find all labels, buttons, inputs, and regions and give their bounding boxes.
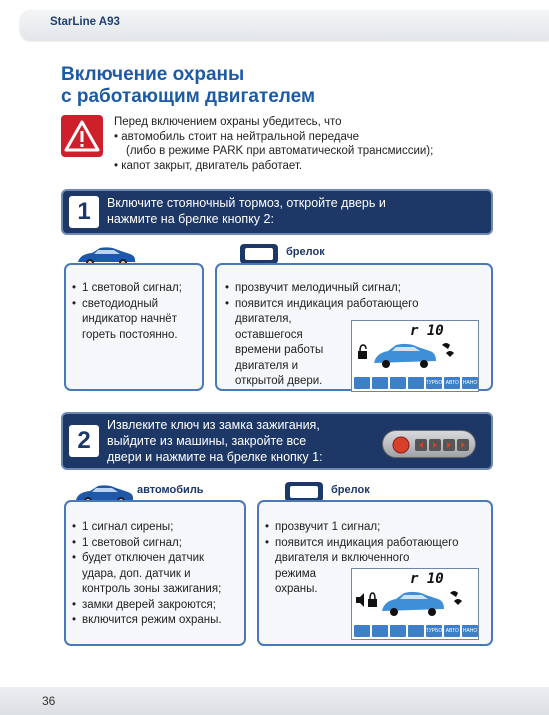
lcd-icon: ТУРБО: [426, 377, 443, 389]
step-2-line-2: выйдите из машины, закройте все: [107, 434, 307, 448]
step-2-car-tag: автомобиль: [137, 484, 204, 496]
page-number: 36: [42, 694, 56, 708]
step-1-line-2: нажмите на брелке кнопку 2:: [107, 212, 274, 226]
list-item-cont: двигателя и: [235, 359, 299, 372]
intro-item-2: • капот закрыт, двигатель работает.: [114, 159, 303, 172]
list-item-cont: открытой двери.: [235, 375, 323, 387]
step-2-number: 2: [69, 425, 99, 457]
intro-item-1: • автомобиль стоит на нейтральной передаче: [114, 130, 360, 143]
list-item: • прозвучит мелодичный сигнал;: [225, 281, 487, 297]
list-item-cont: индикатор начнёт: [82, 313, 177, 325]
step-1-line-1: Включите стояночный тормоз, откройте дверь и: [107, 196, 386, 210]
list-item-cont: режима: [275, 567, 317, 580]
list-item-cont: двигателя и включенного: [275, 552, 410, 564]
list-item: • 1 световой сигнал;: [72, 536, 242, 552]
list-item: • прозвучит 1 сигнал;: [265, 520, 489, 536]
step-1-car-panel: [64, 263, 204, 391]
lcd-icon: [408, 377, 424, 389]
step-1-remote-tag: брелок: [286, 246, 325, 258]
step-1-number: 1: [69, 196, 99, 228]
list-item: • включится режим охраны.: [72, 613, 242, 629]
list-item: • появится индикация работающего: [265, 536, 489, 552]
lcd-icon: [372, 377, 388, 389]
lcd-digits: r 10: [410, 323, 444, 339]
list-item: • 1 световой сигнал;: [72, 281, 198, 297]
list-item: • появится индикация работающего: [225, 297, 487, 313]
list-item-cont: двигателя,: [235, 313, 292, 325]
list-item: • замки дверей закроются;: [72, 598, 242, 614]
title-line-2: с работающим двигателем: [61, 86, 315, 107]
list-item: • будет отключен датчик: [72, 551, 242, 567]
page-title: [61, 64, 315, 108]
intro-lead: Перед включением охраны убедитесь, что: [114, 116, 342, 128]
step-1-text: [107, 195, 437, 227]
header-bar: [20, 10, 549, 40]
lcd-icon: ТУРБО: [426, 625, 443, 637]
warning-icon: [61, 115, 103, 157]
list-item-cont: гореть постоянно.: [82, 328, 178, 341]
title-line-1: Включение охраны: [61, 64, 245, 85]
list-item: • 1 сигнал сирены;: [72, 520, 242, 536]
list-item-cont: охраны.: [275, 583, 318, 595]
brand-title: StarLine A93: [50, 16, 120, 28]
footer-bar: [0, 687, 549, 715]
step-2-remote-panel: [257, 500, 493, 646]
list-item-cont: удара, доп. датчик и: [82, 567, 191, 580]
list-item: • светодиодный: [72, 297, 198, 313]
lcd-icon: АВТО: [444, 377, 460, 389]
step-1-remote-panel: [215, 263, 493, 391]
lcd-car-icon: [356, 335, 478, 373]
lcd-icon: [354, 377, 370, 389]
key-fob-image: [382, 430, 476, 458]
lcd-display: [351, 568, 479, 640]
lcd-icon: [390, 625, 406, 637]
step-2-line-1: Извлеките ключ из замка зажигания,: [107, 418, 320, 432]
list-item-cont: оставшегося: [235, 328, 303, 341]
list-item-cont: времени работы: [235, 344, 324, 356]
step-2-line-3: двери и нажмите на брелке кнопку 1:: [107, 450, 323, 464]
step-2-car-panel: [64, 500, 246, 646]
step-2-remote-tag: брелок: [331, 484, 370, 496]
lcd-digits: r 10: [410, 571, 444, 587]
lcd-icon: [390, 377, 406, 389]
lcd-icon: [372, 625, 388, 637]
lcd-icon: НАНО: [462, 377, 478, 389]
lcd-car-icon: [354, 583, 478, 621]
lcd-icon: АВТО: [444, 625, 460, 637]
intro-text: [114, 115, 494, 173]
list-item-cont: контроль зоны зажигания;: [82, 583, 222, 595]
lcd-icon: [408, 625, 424, 637]
lcd-icon: НАНО: [462, 625, 478, 637]
lcd-icon: [354, 625, 370, 637]
lcd-display: [351, 320, 479, 392]
intro-item-1-cont: (либо в режиме PARK при автоматической трансмиссии);: [126, 145, 434, 157]
step-1-bar: [61, 189, 493, 235]
